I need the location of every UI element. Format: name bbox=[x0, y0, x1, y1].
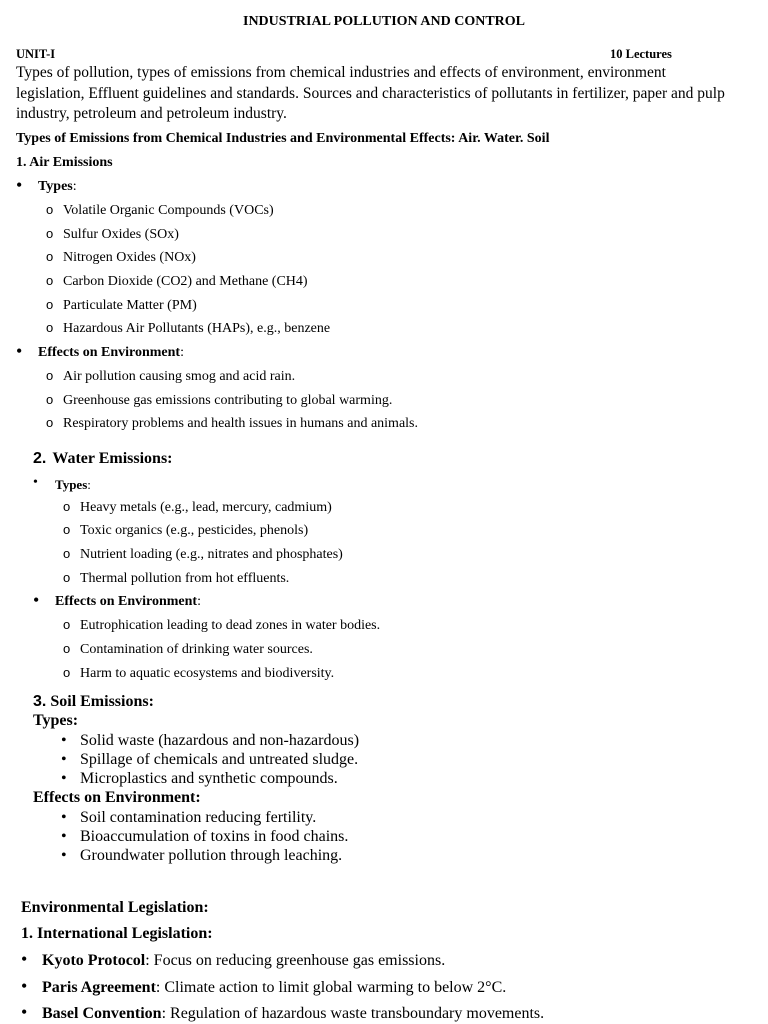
list-item: o Nitrogen Oxides (NOx) bbox=[46, 249, 196, 265]
list-item: o Air pollution causing smog and acid rain. bbox=[46, 368, 296, 384]
air-types-bullet: • Types: bbox=[16, 175, 77, 195]
legislation-heading: Environmental Legislation: bbox=[21, 899, 209, 916]
list-item: • Kyoto Protocol: Focus on reducing greenhouse gas emissions. bbox=[21, 949, 446, 969]
intro-paragraph: Types of pollution, types of emissions from chemical industries and effects of environment, environment legislation, Effluent guidelines and standards. Sources and characteristics of pollutants in fertilizer, paper and pulp industry, petroleum and petroleum industry. bbox=[16, 64, 725, 122]
bullet-icon: • bbox=[21, 976, 28, 996]
international-legislation-heading: 1. International Legislation: bbox=[21, 925, 213, 942]
list-item: • Soil contamination reducing fertility. bbox=[61, 809, 317, 826]
bullet-icon: • bbox=[33, 590, 40, 610]
list-item: o Eutrophication leading to dead zones in water bodies. bbox=[63, 617, 381, 633]
bullet-icon: • bbox=[21, 949, 28, 969]
list-item: o Contamination of drinking water sources. bbox=[63, 641, 313, 657]
water-number: 2. bbox=[33, 450, 47, 467]
list-item: o Respiratory problems and health issues in humans and animals. bbox=[46, 415, 418, 431]
air-effects-bullet: • Effects on Environment: bbox=[16, 341, 184, 361]
air-effects-label: Effects on Environment bbox=[38, 345, 181, 360]
circle-bullet-icon: o bbox=[46, 202, 54, 217]
bullet-icon: • bbox=[33, 475, 38, 490]
circle-bullet-icon: o bbox=[46, 226, 54, 241]
unit-label: UNIT-I bbox=[16, 47, 56, 61]
soil-effects-label: Effects on Environment: bbox=[33, 789, 201, 806]
list-item: • Groundwater pollution through leaching. bbox=[61, 847, 343, 864]
water-types-label: Types bbox=[55, 477, 88, 492]
list-item: o Particulate Matter (PM) bbox=[46, 297, 197, 313]
soil-number: 3. bbox=[33, 693, 47, 710]
soil-heading: 3. Soil Emissions: bbox=[33, 693, 154, 710]
bullet-icon: • bbox=[61, 847, 67, 864]
circle-bullet-icon: o bbox=[63, 665, 71, 680]
list-item: o Toxic organics (e.g., pesticides, phenols) bbox=[63, 522, 309, 538]
list-item: o Hazardous Air Pollutants (HAPs), e.g., benzene bbox=[46, 320, 331, 336]
section-heading: Types of Emissions from Chemical Industries and Environmental Effects: Air. Water. Soil bbox=[16, 131, 550, 146]
lectures-label: 10 Lectures bbox=[610, 47, 672, 61]
bullet-icon: • bbox=[61, 751, 67, 768]
circle-bullet-icon: o bbox=[46, 368, 54, 383]
water-types-bullet: • Types: bbox=[33, 475, 91, 492]
circle-bullet-icon: o bbox=[46, 297, 54, 312]
list-item: o Harm to aquatic ecosystems and biodiversity. bbox=[63, 665, 335, 681]
water-effects-label: Effects on Environment bbox=[55, 594, 198, 609]
soil-types-label: Types: bbox=[33, 712, 79, 729]
list-item: • Bioaccumulation of toxins in food chains. bbox=[61, 828, 349, 845]
list-item: • Solid waste (hazardous and non-hazardous) bbox=[61, 732, 360, 749]
bullet-icon: • bbox=[16, 341, 23, 361]
bullet-icon: • bbox=[21, 1002, 28, 1022]
list-item: • Microplastics and synthetic compounds. bbox=[61, 770, 338, 787]
list-item: o Sulfur Oxides (SOx) bbox=[46, 226, 179, 242]
bullet-icon: • bbox=[61, 732, 67, 749]
circle-bullet-icon: o bbox=[46, 415, 54, 430]
list-item: o Heavy metals (e.g., lead, mercury, cadmium) bbox=[63, 499, 332, 515]
list-item: • Spillage of chemicals and untreated sludge. bbox=[61, 751, 359, 768]
circle-bullet-icon: o bbox=[46, 392, 54, 407]
water-effects-bullet: • Effects on Environment: bbox=[33, 590, 201, 610]
circle-bullet-icon: o bbox=[63, 522, 71, 537]
list-item: o Nutrient loading (e.g., nitrates and phosphates) bbox=[63, 546, 343, 562]
circle-bullet-icon: o bbox=[63, 641, 71, 656]
list-item: o Volatile Organic Compounds (VOCs) bbox=[46, 202, 274, 218]
list-item: o Greenhouse gas emissions contributing to global warming. bbox=[46, 392, 393, 408]
circle-bullet-icon: o bbox=[63, 546, 71, 561]
circle-bullet-icon: o bbox=[46, 320, 54, 335]
circle-bullet-icon: o bbox=[63, 617, 71, 632]
list-item: • Paris Agreement: Climate action to limit global warming to below 2°C. bbox=[21, 976, 507, 996]
circle-bullet-icon: o bbox=[46, 249, 54, 264]
bullet-icon: • bbox=[61, 770, 67, 787]
bullet-icon: • bbox=[61, 809, 67, 826]
air-heading: 1. Air Emissions bbox=[16, 155, 113, 170]
page-title: INDUSTRIAL POLLUTION AND CONTROL bbox=[243, 14, 525, 29]
circle-bullet-icon: o bbox=[63, 499, 71, 514]
air-types-label: Types bbox=[38, 179, 73, 194]
bullet-icon: • bbox=[61, 828, 67, 845]
bullet-icon: • bbox=[16, 175, 23, 195]
list-item: • Basel Convention: Regulation of hazardous waste transboundary movements. bbox=[21, 1002, 545, 1022]
circle-bullet-icon: o bbox=[63, 570, 71, 585]
water-heading: 2. Water Emissions: bbox=[33, 450, 173, 467]
circle-bullet-icon: o bbox=[46, 273, 54, 288]
list-item: o Thermal pollution from hot effluents. bbox=[63, 570, 290, 586]
list-item: o Carbon Dioxide (CO2) and Methane (CH4) bbox=[46, 273, 308, 289]
